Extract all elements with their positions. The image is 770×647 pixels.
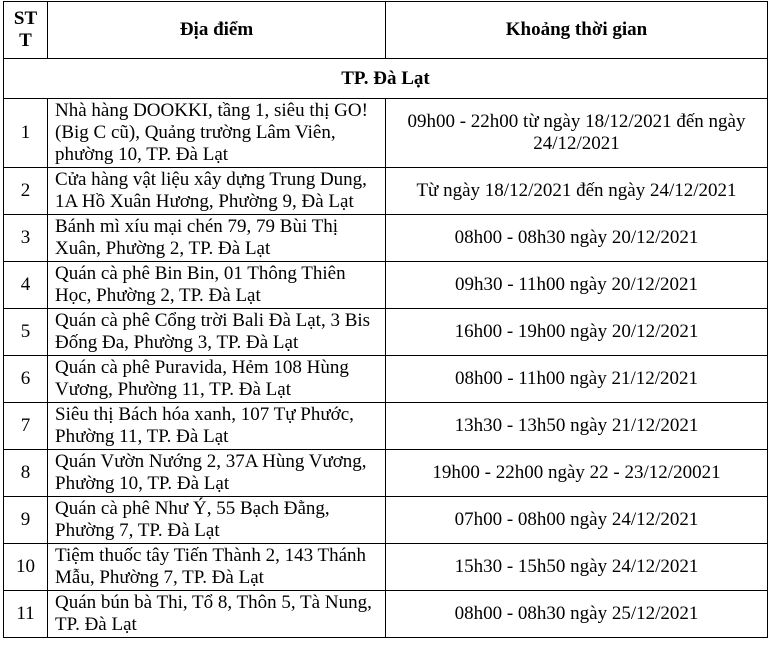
cell-stt: 3 — [4, 215, 48, 262]
cell-stt: 2 — [4, 168, 48, 215]
cell-time: 16h00 - 19h00 ngày 20/12/2021 — [386, 309, 768, 356]
table-row — [4, 497, 768, 544]
cell-time: 08h00 - 08h30 ngày 20/12/2021 — [386, 215, 768, 262]
cell-location: Cửa hàng vật liệu xây dựng Trung Dung, 1A Hồ Xuân Hương, Phường 9, Đà Lạt — [48, 168, 386, 215]
table-row — [4, 356, 768, 403]
cell-location: Quán Vườn Nướng 2, 37A Hùng Vương, Phường 10, TP. Đà Lạt — [48, 450, 386, 497]
cell-time: 07h00 - 08h00 ngày 24/12/2021 — [386, 497, 768, 544]
cell-location: Quán cà phê Puravida, Hẻm 108 Hùng Vương, Phường 11, TP. Đà Lạt — [48, 356, 386, 403]
table-header-row — [4, 2, 768, 59]
table-row — [4, 403, 768, 450]
header-location: Địa điểm — [48, 2, 386, 59]
cell-location: Bánh mì xíu mại chén 79, 79 Bùi Thị Xuân, Phường 2, TP. Đà Lạt — [48, 215, 386, 262]
table-row — [4, 591, 768, 638]
cell-stt: 1 — [4, 99, 48, 168]
cell-time: 19h00 - 22h00 ngày 22 - 23/12/20021 — [386, 450, 768, 497]
cell-stt: 11 — [4, 591, 48, 638]
cell-stt: 9 — [4, 497, 48, 544]
cell-location: Quán cà phê Như Ý, 55 Bạch Đằng, Phường 7, TP. Đà Lạt — [48, 497, 386, 544]
cell-time: 15h30 - 15h50 ngày 24/12/2021 — [386, 544, 768, 591]
cell-location: Tiệm thuốc tây Tiến Thành 2, 143 Thánh Mẫu, Phường 7, TP. Đà Lạt — [48, 544, 386, 591]
cell-location: Quán cà phê Cổng trời Bali Đà Lạt, 3 Bis Đống Đa, Phường 3, TP. Đà Lạt — [48, 309, 386, 356]
table-row — [4, 262, 768, 309]
cell-stt: 5 — [4, 309, 48, 356]
cell-location: Nhà hàng DOOKKI, tầng 1, siêu thị GO! (Big C cũ), Quảng trường Lâm Viên, phường 10, TP. Đà Lạt — [48, 99, 386, 168]
cell-time: Từ ngày 18/12/2021 đến ngày 24/12/2021 — [386, 168, 768, 215]
table-row — [4, 168, 768, 215]
cell-stt: 4 — [4, 262, 48, 309]
cell-time: 08h00 - 08h30 ngày 25/12/2021 — [386, 591, 768, 638]
cell-stt: 7 — [4, 403, 48, 450]
cell-stt: 8 — [4, 450, 48, 497]
cell-time: 09h00 - 22h00 từ ngày 18/12/2021 đến ngày 24/12/2021 — [386, 99, 768, 168]
section-row — [4, 59, 768, 99]
table-row — [4, 309, 768, 356]
table-row — [4, 215, 768, 262]
cell-location: Siêu thị Bách hóa xanh, 107 Tự Phước, Phường 11, TP. Đà Lạt — [48, 403, 386, 450]
cell-location: Quán cà phê Bin Bin, 01 Thông Thiên Học, Phường 2, TP. Đà Lạt — [48, 262, 386, 309]
cell-stt: 6 — [4, 356, 48, 403]
header-stt: ST T — [4, 2, 48, 59]
table-row — [4, 99, 768, 168]
cell-time: 08h00 - 11h00 ngày 21/12/2021 — [386, 356, 768, 403]
header-time: Khoảng thời gian — [386, 2, 768, 59]
cell-time: 09h30 - 11h00 ngày 20/12/2021 — [386, 262, 768, 309]
section-title: TP. Đà Lạt — [4, 59, 768, 99]
locations-table — [3, 1, 768, 638]
table-row — [4, 544, 768, 591]
cell-location: Quán bún bà Thi, Tổ 8, Thôn 5, Tà Nung, TP. Đà Lạt — [48, 591, 386, 638]
cell-stt: 10 — [4, 544, 48, 591]
table-row — [4, 450, 768, 497]
cell-time: 13h30 - 13h50 ngày 21/12/2021 — [386, 403, 768, 450]
